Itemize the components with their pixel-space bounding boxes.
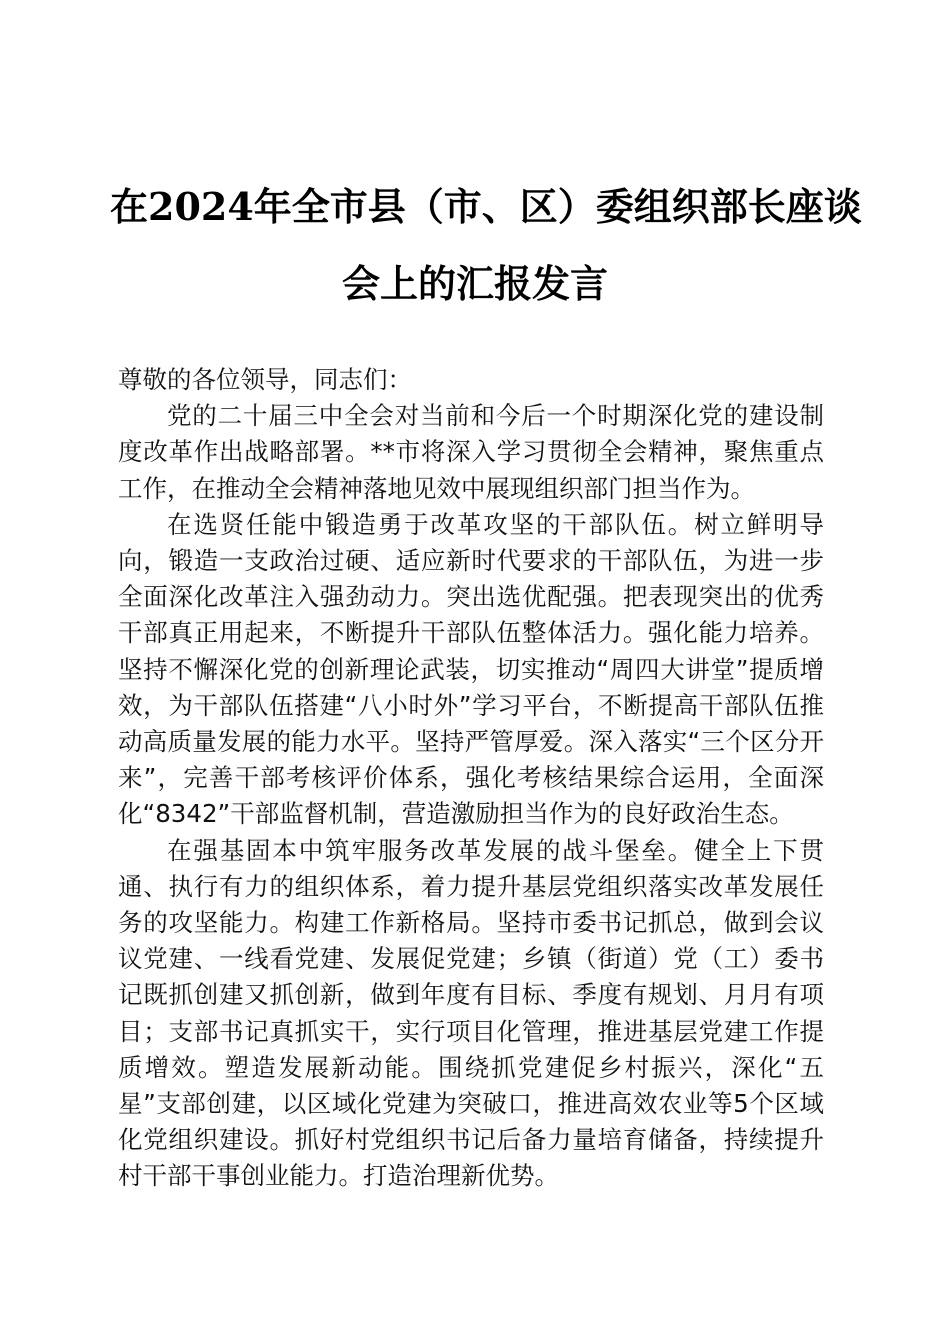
paragraph-grassroots: 在强基固本中筑牢服务改革发展的战斗堡垒。健全上下贯通、执行有力的组织体系，着力提升基层党组织落实改革发展任务的攻坚能力。构建工作新格局。坚持市委书记抓总，做到会议议党建、一线看党建、发展促党建；乡镇（街道）党（工）委书记既抓创建又抓创新，做到年度有目标、季度有规划、月月有项目；支部书记真抓实干，实行项目化管理，推进基层党建工作提质增效。塑造发展新动能。围绕抓党建促乡村振兴，深化“五星”支部创建，以区域化党建为突破口，推进高效农业等5个区域化党组织建设。抓好村党组织书记后备力量培育储备，持续提升村干部干事创业能力。打造治理新优势。: [118, 835, 824, 1191]
paragraph-intro: 党的二十届三中全会对当前和今后一个时期深化党的建设制度改革作出战略部署。**市将深入学习贯彻全会精神，聚焦重点工作，在推动全会精神落地见效中展现组织部门担当作为。: [118, 401, 824, 503]
title-line-1: 在2024年全市县（市、区）委组织部长座谈: [110, 184, 862, 229]
salutation: 尊敬的各位领导，同志们：: [118, 365, 412, 394]
title-line-2: 会上的汇报发言: [341, 261, 608, 306]
document-title: [110, 168, 862, 322]
document-body: [118, 362, 824, 1195]
paragraph-cadres: 在选贤任能中锻造勇于改革攻坚的干部队伍。树立鲜明导向，锻造一支政治过硬、适应新时代要求的干部队伍，为进一步全面深化改革注入强劲动力。突出选优配强。把表现突出的优秀干部真正用起来，不断提升干部队伍整体活力。强化能力培养。坚持不懈深化党的创新理论武装，切实推动“周四大讲堂”提质增效，为干部队伍搭建“八小时外”学习平台，不断提高干部队伍推动高质量发展的能力水平。坚持严管厚爱。深入落实“三个区分开来”，完善干部考核评价体系，强化考核结果综合运用，全面深化“8342”干部监督机制，营造激励担当作为的良好政治生态。: [118, 509, 824, 829]
